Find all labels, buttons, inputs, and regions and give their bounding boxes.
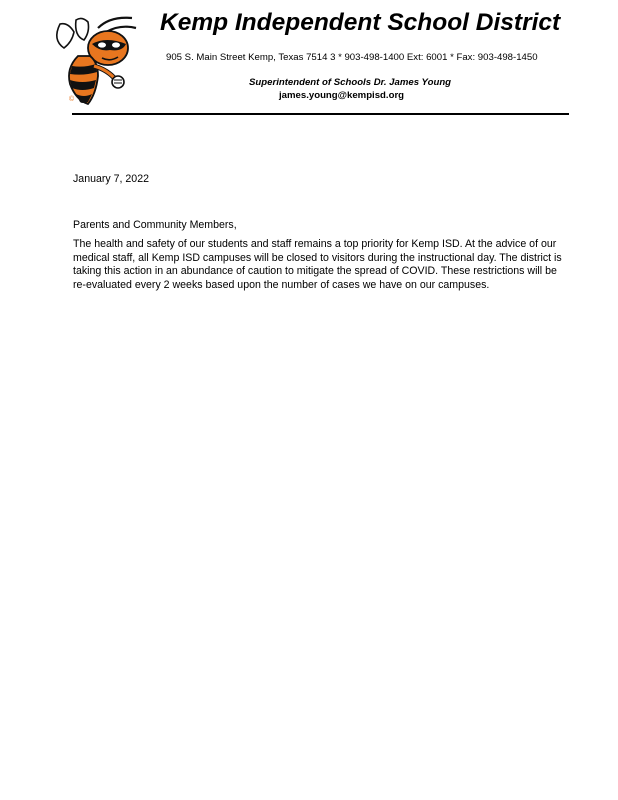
- yellowjacket-mascot-icon: [50, 14, 140, 106]
- letter-salutation: Parents and Community Members,: [73, 219, 237, 231]
- district-address: 905 S. Main Street Kemp, Texas 7514 3 * 903-498-1400 Ext: 6001 * Fax: 903-498-1450: [166, 52, 538, 63]
- body-line: taking this action in an abundance of caution to mitigate the spread of COVID. These restrictions will be: [73, 265, 557, 278]
- district-name-heading: Kemp Independent School District: [160, 9, 561, 36]
- body-line: The health and safety of our students and staff remains a top priority for Kemp ISD. At the advice of our: [73, 238, 557, 250]
- letter-date: January 7, 2022: [73, 173, 149, 185]
- body-line: medical staff, all Kemp ISD campuses will be closed to visitors during the instructional day. The district is: [73, 251, 562, 264]
- body-line: re-evaluated every 2 weeks based upon the number of cases we have on our campuses.: [73, 279, 490, 292]
- superintendent-email: james.young@kempisd.org: [279, 90, 405, 101]
- copyright-mark: ©: [69, 96, 75, 103]
- header-divider: [72, 113, 569, 115]
- superintendent-name: Superintendent of Schools Dr. James Young: [249, 77, 452, 88]
- letter-body-paragraph: [73, 238, 562, 293]
